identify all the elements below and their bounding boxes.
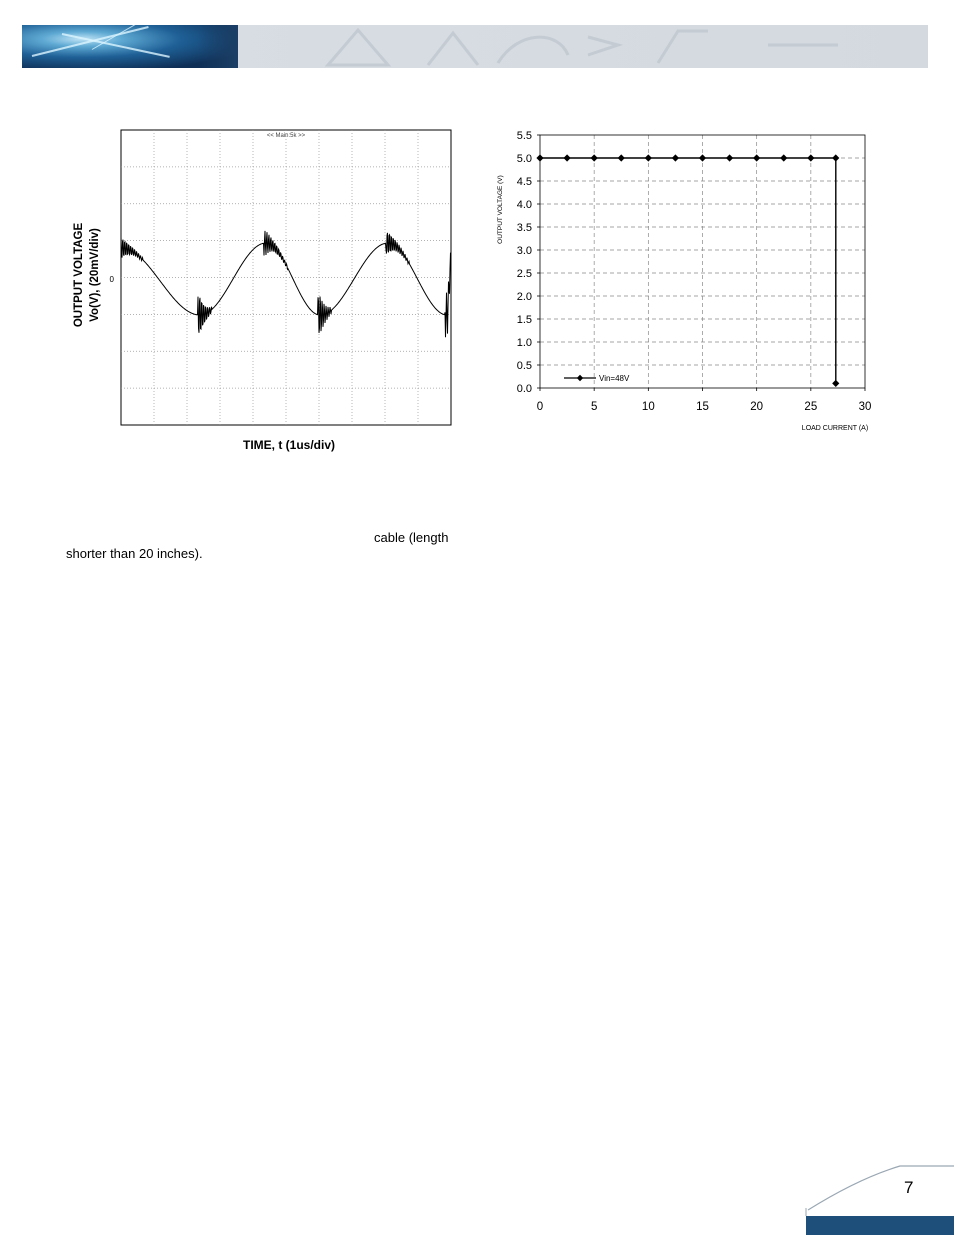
y-tick-label: 1.5 [516, 314, 532, 326]
banner-photo [22, 25, 238, 68]
load-curve-chart [490, 120, 890, 440]
body-text-line1: cable (length [374, 530, 449, 545]
y-tick-label: 5.0 [516, 153, 532, 165]
y-tick-label: 2.5 [516, 268, 532, 280]
data-point-diamond [807, 154, 814, 161]
y-tick-label: 4.0 [516, 199, 532, 211]
data-point-diamond [618, 154, 625, 161]
y-tick-label: 1.0 [516, 337, 532, 349]
y-tick-label: 0.0 [516, 383, 532, 395]
scope-label: << Main:5k >> [266, 133, 306, 139]
x-tick-label: 5 [590, 401, 598, 413]
y-tick-labels [517, 130, 532, 395]
x-tick-label: 25 [804, 401, 818, 413]
legend-marker [577, 375, 583, 381]
x-axis-title: TIME, t (1us/div) [242, 438, 336, 452]
y-tick-label: 2.0 [516, 291, 532, 303]
y-axis-label: OUTPUT VOLTAGE (V) [497, 175, 504, 244]
y-axis-title-line1: OUTPUT VOLTAGE [73, 222, 85, 328]
page-number: 7 [904, 1178, 914, 1197]
y-axis-title-line2: Vo(V), (20mV/div) [89, 228, 101, 322]
data-point-diamond [563, 154, 570, 161]
y-tick-label: 3.5 [516, 222, 532, 234]
x-tick-labels [537, 401, 872, 413]
y-tick-label: 4.5 [516, 176, 532, 188]
chart-grid [540, 135, 865, 388]
data-point-diamond [699, 154, 706, 161]
zero-marker: 0 [109, 275, 114, 284]
x-tick-label: 20 [750, 401, 764, 413]
data-point-diamond [645, 154, 652, 161]
x-tick-label: 10 [641, 401, 655, 413]
data-point-diamond [753, 154, 760, 161]
x-tick-label: 30 [858, 401, 872, 413]
y-tick-label: 0.5 [516, 360, 532, 372]
header-banner [22, 25, 928, 68]
body-text-line2: shorter than 20 inches). [66, 546, 203, 561]
data-point-diamond [726, 154, 733, 161]
data-point-diamond [591, 154, 598, 161]
y-tick-label: 5.5 [516, 130, 532, 142]
ripple-scope-figure [70, 125, 465, 460]
legend-label: Vin=48V [599, 374, 630, 383]
x-tick-label: 15 [696, 401, 709, 413]
series-line [540, 158, 836, 383]
legend [564, 374, 630, 383]
data-point-diamond [780, 154, 787, 161]
data-point-diamond [832, 154, 839, 161]
series-plot [536, 154, 839, 387]
data-point-diamond [832, 380, 839, 387]
y-tick-label: 3.0 [516, 245, 532, 257]
chart-axes [537, 135, 865, 391]
data-point-diamond [672, 154, 679, 161]
footer-corner-accent [800, 1160, 954, 1235]
x-axis-label: LOAD CURRENT (A) [801, 425, 869, 432]
banner-shapes [238, 25, 928, 68]
data-point-diamond [536, 154, 543, 161]
x-tick-label: 0 [536, 401, 544, 413]
